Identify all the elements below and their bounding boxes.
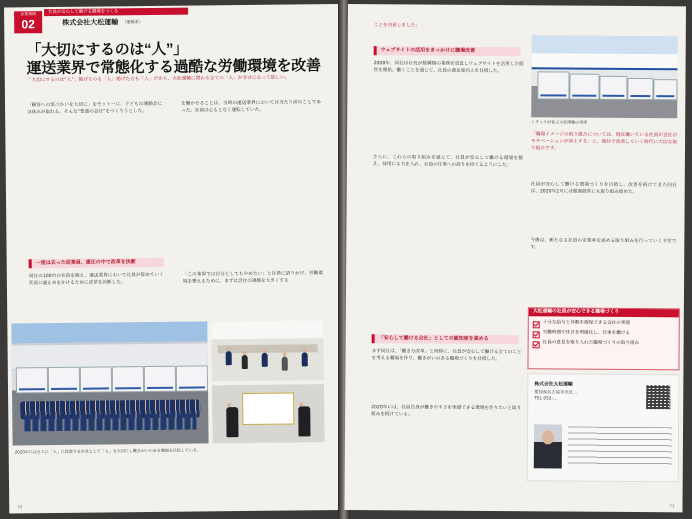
qr-code-icon	[646, 385, 670, 409]
section-heading-1: 一度は去った従業員、重圧の中で改革を決断	[29, 258, 164, 268]
right-page	[344, 4, 686, 512]
company-info-block	[527, 373, 680, 482]
award-photo	[212, 384, 325, 443]
company-name: 株式会社大松運輸	[62, 19, 119, 27]
continued-note: ことを決意しました」	[373, 23, 420, 29]
point-text: 十分な給与と休暇を確保できる会社の実現	[542, 320, 631, 326]
body-column-4b: 今後は、新たなる社員の定着率を高める取り組みを行っていく予定です。	[530, 238, 677, 251]
body-column-2b: 「この業界では自分としてもやめたい」と社員に語りかけ、労働環境を整えるために、まずは会社の規模を大きくする	[182, 271, 323, 285]
article-header	[4, 4, 339, 36]
body-column-3: 2008年、同社は社長が数種類の業務を見直しウェブサイトを活用した経営を開始。働くことを通じて、社員の満足度向上を目指した。	[373, 61, 524, 75]
points-box-title: 大松運輸の社員が安心できる職場づくり	[529, 308, 679, 317]
point-item	[533, 330, 675, 339]
check-icon	[533, 331, 540, 338]
section-heading-2: ウェブサイトの活用をきっかけに職場改善	[374, 46, 521, 56]
article-title-line2: 運送業界で常態化する過酷な労働環境を改善	[26, 57, 321, 78]
pull-quote: 「職場イメージの取り組みについては、現在働いている社員が会社がモチベーションが向上する」と、他社で改善していく時代に大切な取り組みです。	[530, 132, 678, 152]
case-badge	[14, 11, 42, 33]
check-icon	[533, 321, 540, 328]
page-number-left: 70	[17, 504, 23, 510]
body-column-1b: 同社の100台の社員を抱え、運送業界において社員が辞めていく状況に歯止めをかけるために改革を決断した。	[28, 272, 164, 287]
badge-number: 02	[21, 17, 35, 32]
company-address: 愛知県名古屋市北区… TEL 052-…	[534, 390, 578, 402]
body-column-4: 社員が安心して働ける環境づくりを目指し、改善を続けてきた同社は、2020年2月には健康経営にも取り組み始めた。	[530, 182, 677, 196]
company-category: （運輸業）	[122, 19, 144, 25]
photo-caption: 2020年にはさらに「人」に投資する社長として「人」を大切にし働きがいのある職場を目指している。	[14, 447, 201, 455]
body-column-3d: 2020年には、社員自身が働きやすさを実感できる環境を作りたいと取り組みを続けている。	[371, 405, 522, 418]
president-photo	[534, 424, 562, 468]
left-page	[4, 4, 344, 513]
check-icon	[533, 341, 540, 348]
point-item	[533, 340, 675, 349]
body-column-3c: まず同社は、「働き方改革」と同時に、社員が安心して働ける全てのことを考える職場を作り、働きがいのある職場づくりを目指した。	[371, 349, 522, 363]
badge-label: 企業事例	[20, 11, 37, 17]
truck-photo	[531, 35, 678, 118]
company-block-name: 株式会社大松運輸	[534, 382, 573, 388]
body-column-2: を働かせることは、当時の運送業界においては当たり前のことであった。社員は心もとなく運転していた。	[181, 100, 322, 114]
truck-photo-caption: トラックが並ぶ大松運輸の車庫	[531, 119, 588, 125]
point-text: 労働時間や休日を明確化し、仕事を働ける	[542, 330, 631, 336]
article-title-line1: 「大切にするのは“人”」	[26, 40, 188, 60]
header-band: 社員が安心して働ける職場をつくる	[44, 8, 188, 17]
section-heading-3: 「安心して働ける会社」としての認知度を高める	[372, 334, 519, 344]
page-number-right: 71	[669, 503, 675, 509]
points-box	[527, 307, 679, 370]
article-lead: 「大切にするのは“人”」掲げるのも「人」掲げた方も「人」だから、大松運輸に関わる全ての「人」が幸せになって欲しい。	[26, 75, 290, 84]
meeting-photo	[211, 320, 324, 381]
point-text: 社員の意見を取り入れた職場づくりの取り組み	[542, 340, 640, 347]
president-profile-text	[568, 427, 672, 468]
point-item	[533, 320, 675, 329]
group-photo	[11, 321, 208, 445]
body-column-3b: さらに、これらの取り組みを通じて、社員が安心して働ける環境を整え、採用にも力を入れ、社員の仕事への誇りを持てるようにした。	[372, 155, 523, 169]
body-column-1: 「顧客への気づかいを大切に」をモットーに、子どもの運動会にほ休みが取れる、そんな“普通の会社”をつくろうとした。	[27, 101, 163, 116]
